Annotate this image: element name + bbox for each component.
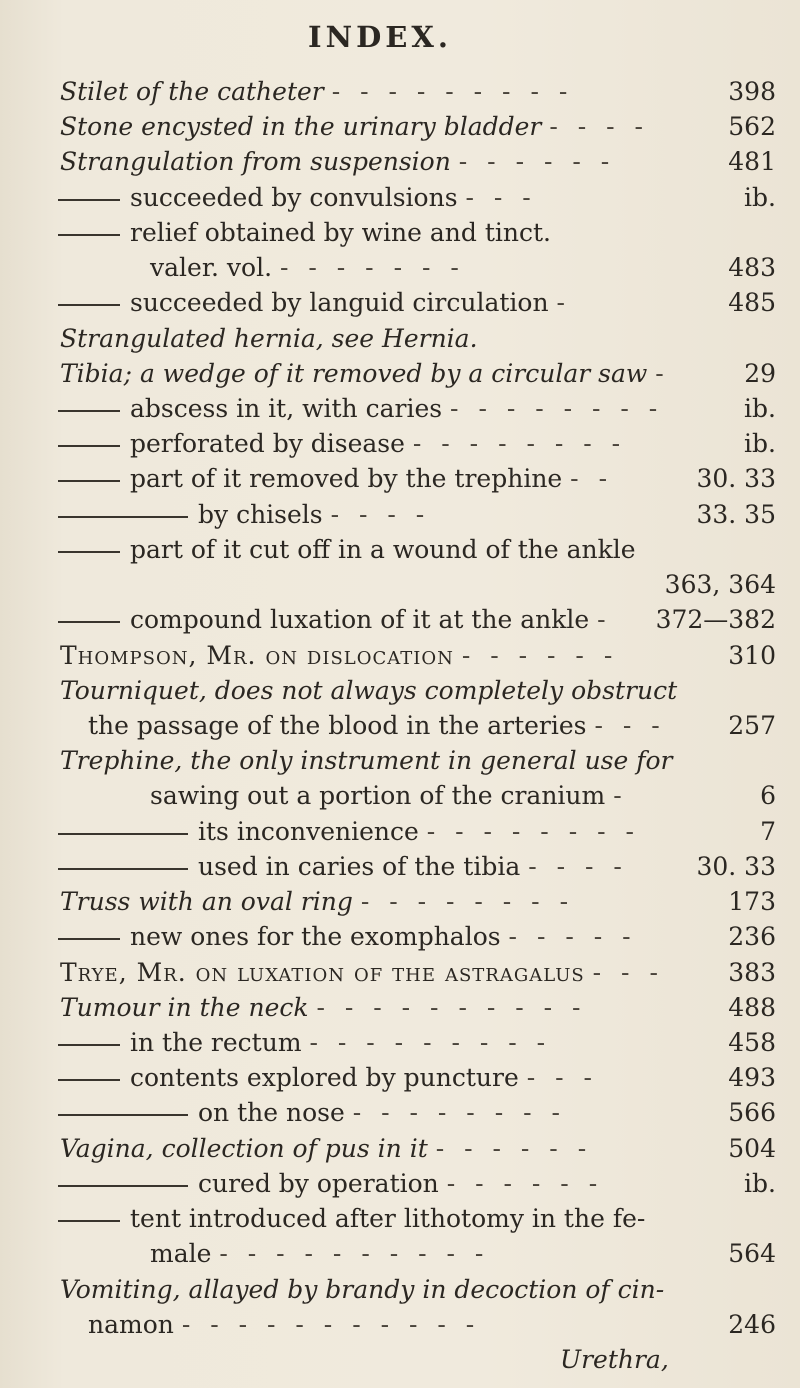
entry-text bbox=[58, 178, 537, 218]
entry-text bbox=[60, 142, 615, 182]
entry-label: part of it removed by the trephine bbox=[130, 464, 563, 493]
dot-leader: - - - - - - - - - - bbox=[219, 1239, 490, 1268]
entry-text bbox=[58, 1199, 645, 1239]
page-number: 30. 33 bbox=[696, 464, 776, 493]
page-number: 458 bbox=[728, 1028, 776, 1057]
leader-rule bbox=[58, 833, 188, 835]
dot-leader: - - - - - - - - bbox=[412, 429, 627, 458]
dot-leader: - - - - bbox=[549, 112, 649, 141]
entry-text bbox=[58, 424, 626, 464]
leader-rule bbox=[58, 1079, 120, 1081]
index-entry bbox=[0, 1164, 800, 1204]
dot-leader: - - - - bbox=[528, 852, 628, 881]
entry-label: contents explored by puncture bbox=[130, 1063, 519, 1092]
entry-label: Tumour in the neck bbox=[60, 993, 309, 1022]
index-entry bbox=[0, 495, 800, 535]
index-entry bbox=[0, 107, 800, 147]
entry-label: perforated by disease bbox=[130, 429, 405, 458]
page-number: 246 bbox=[728, 1310, 776, 1339]
index-entry bbox=[0, 530, 800, 570]
entry-text bbox=[58, 1164, 603, 1204]
leader-rule bbox=[58, 938, 120, 940]
entry-text bbox=[58, 1093, 566, 1133]
entry-text bbox=[58, 530, 636, 570]
leader-rule bbox=[58, 551, 120, 553]
index-entry bbox=[0, 424, 800, 464]
index-entry bbox=[0, 248, 800, 288]
index-entry bbox=[0, 706, 800, 746]
entry-label: compound luxation of it at the ankle bbox=[130, 605, 590, 634]
index-entry bbox=[0, 1270, 800, 1310]
dot-leader: - - - - - - - - bbox=[360, 887, 575, 916]
entry-text bbox=[58, 1058, 598, 1098]
dot-leader: - - - - bbox=[330, 500, 431, 529]
dot-leader: - bbox=[597, 605, 612, 634]
entry-label: tent introduced after lithotomy in the fe- bbox=[130, 1204, 646, 1233]
page-number: 483 bbox=[728, 253, 776, 282]
entry-label: relief obtained by wine and tinct. bbox=[130, 218, 551, 247]
index-entry bbox=[0, 741, 800, 781]
page-number: 29 bbox=[744, 359, 776, 388]
leader-rule bbox=[58, 621, 120, 623]
index-entry bbox=[0, 600, 800, 640]
entry-label: Strangulated hernia, see Hernia. bbox=[60, 324, 478, 353]
entry-text bbox=[150, 248, 465, 288]
dot-leader: - - - - - - - bbox=[280, 253, 465, 282]
dot-leader: - - - bbox=[526, 1063, 598, 1092]
entry-label: Vagina, collection of pus in it bbox=[60, 1134, 428, 1163]
page-number: 562 bbox=[728, 112, 776, 141]
dot-leader: - - bbox=[570, 464, 614, 493]
page-number: 383 bbox=[728, 958, 776, 987]
entry-text bbox=[58, 283, 571, 323]
index-entry bbox=[0, 671, 800, 711]
entry-label: on the nose bbox=[198, 1098, 345, 1127]
page-number: 372—382 bbox=[655, 605, 776, 634]
index-entry bbox=[0, 72, 800, 112]
dot-leader: - - - bbox=[594, 711, 666, 740]
entry-label: sawing out a portion of the cranium bbox=[150, 781, 606, 810]
index-entry bbox=[0, 178, 800, 218]
entry-label: abscess in it, with caries bbox=[130, 394, 443, 423]
page-number: ib. bbox=[744, 183, 776, 212]
leader-rule bbox=[58, 410, 120, 412]
dot-leader: - - - - - - - - - - - bbox=[181, 1310, 481, 1339]
page-number: 236 bbox=[728, 922, 776, 951]
index-entry bbox=[0, 776, 800, 816]
index-entry bbox=[0, 1199, 800, 1239]
dot-leader: - - - - - - - - - bbox=[331, 77, 574, 106]
entry-label: Tibia; a wedge of it removed by a circular saw bbox=[60, 359, 648, 388]
dot-leader: - - - - - - - - bbox=[426, 817, 640, 846]
entry-label: used in caries of the tibia bbox=[198, 852, 521, 881]
page-number: 363, 364 bbox=[664, 570, 776, 599]
page-number: 566 bbox=[728, 1098, 776, 1127]
page-number: ib. bbox=[744, 429, 776, 458]
page-number: 398 bbox=[728, 77, 776, 106]
index-entry bbox=[0, 1340, 800, 1380]
entry-text bbox=[60, 636, 618, 676]
entry-label: valer. vol. bbox=[150, 253, 273, 282]
entry-text bbox=[60, 988, 586, 1028]
entry-label: part of it cut off in a wound of the ankle bbox=[130, 535, 636, 564]
index-entry bbox=[0, 1058, 800, 1098]
page-number: ib. bbox=[744, 1169, 776, 1198]
entry-text bbox=[60, 354, 670, 394]
entry-label: Vomiting, allayed by brandy in decoction of cin- bbox=[60, 1275, 665, 1304]
entry-text bbox=[60, 671, 677, 711]
dot-leader: - - - - - - - - bbox=[352, 1098, 566, 1127]
index-entry bbox=[0, 953, 800, 993]
leader-rule bbox=[58, 1044, 120, 1046]
dot-leader: - - - - - - bbox=[435, 1134, 593, 1163]
entry-label: new ones for the exomphalos bbox=[130, 922, 501, 951]
entry-text bbox=[58, 1023, 551, 1063]
entry-label: Strangulation from suspension bbox=[60, 147, 451, 176]
dot-leader: - bbox=[655, 359, 670, 388]
entry-text bbox=[60, 107, 649, 147]
entry-label: the passage of the blood in the arteries bbox=[88, 711, 587, 740]
entry-text bbox=[60, 741, 673, 781]
index-entry bbox=[0, 847, 800, 887]
entry-label: namon bbox=[88, 1310, 174, 1339]
dot-leader: - bbox=[556, 288, 571, 317]
entry-label: Thompson, Mr. on dislocation bbox=[60, 641, 454, 670]
entry-label: male bbox=[150, 1239, 212, 1268]
dot-leader: - - - - - - bbox=[458, 147, 616, 176]
entry-text bbox=[58, 847, 628, 887]
entry-text bbox=[60, 953, 664, 993]
leader-rule bbox=[58, 480, 120, 482]
entry-label: Stone encysted in the urinary bladder bbox=[60, 112, 542, 141]
index-entry bbox=[0, 636, 800, 676]
entry-text bbox=[560, 1340, 669, 1380]
page-number: 173 bbox=[728, 887, 776, 916]
entry-label: Urethra, bbox=[560, 1345, 669, 1374]
page-number: 481 bbox=[728, 147, 776, 176]
entry-text bbox=[88, 706, 666, 746]
entry-label: Trephine, the only instrument in general use for bbox=[60, 746, 673, 775]
index-entry bbox=[0, 283, 800, 323]
entry-label: Truss with an oval ring bbox=[60, 887, 353, 916]
entry-text bbox=[58, 812, 640, 852]
page-number: 33. 35 bbox=[696, 500, 776, 529]
index-entry bbox=[0, 1023, 800, 1063]
entry-text bbox=[58, 917, 637, 957]
entry-text bbox=[58, 213, 551, 253]
dot-leader: - - - - - - bbox=[461, 641, 619, 670]
leader-rule bbox=[58, 868, 188, 870]
entry-label: succeeded by languid circulation bbox=[130, 288, 549, 317]
entry-text bbox=[58, 389, 663, 429]
dot-leader: - - - - - - - - - - bbox=[316, 993, 587, 1022]
entry-text bbox=[60, 1270, 664, 1310]
entry-text bbox=[58, 600, 612, 640]
index-entry bbox=[0, 389, 800, 429]
leader-rule bbox=[58, 234, 120, 236]
page-number: 488 bbox=[728, 993, 776, 1022]
entry-label: Tourniquet, does not always completely obstruct bbox=[60, 676, 678, 705]
page-number: 564 bbox=[728, 1239, 776, 1268]
entry-label: succeeded by convulsions bbox=[130, 183, 458, 212]
index-entry bbox=[0, 565, 800, 605]
entry-label: cured by operation bbox=[198, 1169, 439, 1198]
dot-leader: - - - - - bbox=[508, 922, 637, 951]
index-entry bbox=[0, 1129, 800, 1169]
page-number: 310 bbox=[728, 641, 776, 670]
leader-rule bbox=[58, 1185, 188, 1187]
entry-text bbox=[60, 1129, 592, 1169]
index-entry bbox=[0, 1305, 800, 1345]
page-header: INDEX. bbox=[308, 20, 452, 54]
entry-text bbox=[60, 882, 574, 922]
index-entry bbox=[0, 213, 800, 253]
dot-leader: - - - bbox=[465, 183, 537, 212]
index-entry bbox=[0, 354, 800, 394]
leader-rule bbox=[58, 1220, 120, 1222]
entry-label: its inconvenience bbox=[198, 817, 419, 846]
leader-rule bbox=[58, 445, 120, 447]
entry-text bbox=[150, 776, 628, 816]
entry-label: Trye, Mr. on luxation of the astragalus bbox=[60, 958, 585, 987]
entry-text bbox=[58, 495, 430, 535]
dot-leader: - - - - - - bbox=[446, 1169, 604, 1198]
index-entry bbox=[0, 1234, 800, 1274]
index-entry bbox=[0, 142, 800, 182]
dot-leader: - bbox=[613, 781, 628, 810]
leader-rule bbox=[58, 1114, 188, 1116]
entry-text bbox=[60, 72, 573, 112]
index-entry bbox=[0, 319, 800, 359]
dot-leader: - - - - - - - - bbox=[450, 394, 664, 423]
page-number: 485 bbox=[728, 288, 776, 317]
index-entry bbox=[0, 882, 800, 922]
leader-rule bbox=[58, 199, 120, 201]
leader-rule bbox=[58, 304, 120, 306]
index-entry bbox=[0, 917, 800, 957]
page-number: 493 bbox=[728, 1063, 776, 1092]
page-number: 7 bbox=[760, 817, 776, 846]
page-number: ib. bbox=[744, 394, 776, 423]
entry-text bbox=[60, 319, 478, 359]
entry-text bbox=[88, 1305, 480, 1345]
index-entry bbox=[0, 1093, 800, 1133]
dot-leader: - - - bbox=[592, 958, 664, 987]
entry-text bbox=[58, 459, 613, 499]
index-entry bbox=[0, 812, 800, 852]
entry-label: in the rectum bbox=[130, 1028, 302, 1057]
page-number: 6 bbox=[760, 781, 776, 810]
index-entry bbox=[0, 459, 800, 499]
page-number: 504 bbox=[728, 1134, 776, 1163]
index-entry bbox=[0, 988, 800, 1028]
entry-label: by chisels bbox=[198, 500, 323, 529]
entry-label: Stilet of the catheter bbox=[60, 77, 324, 106]
page-number: 257 bbox=[728, 711, 776, 740]
entry-text bbox=[150, 1234, 489, 1274]
dot-leader: - - - - - - - - - bbox=[309, 1028, 552, 1057]
leader-rule bbox=[58, 516, 188, 518]
page-number: 30. 33 bbox=[696, 852, 776, 881]
